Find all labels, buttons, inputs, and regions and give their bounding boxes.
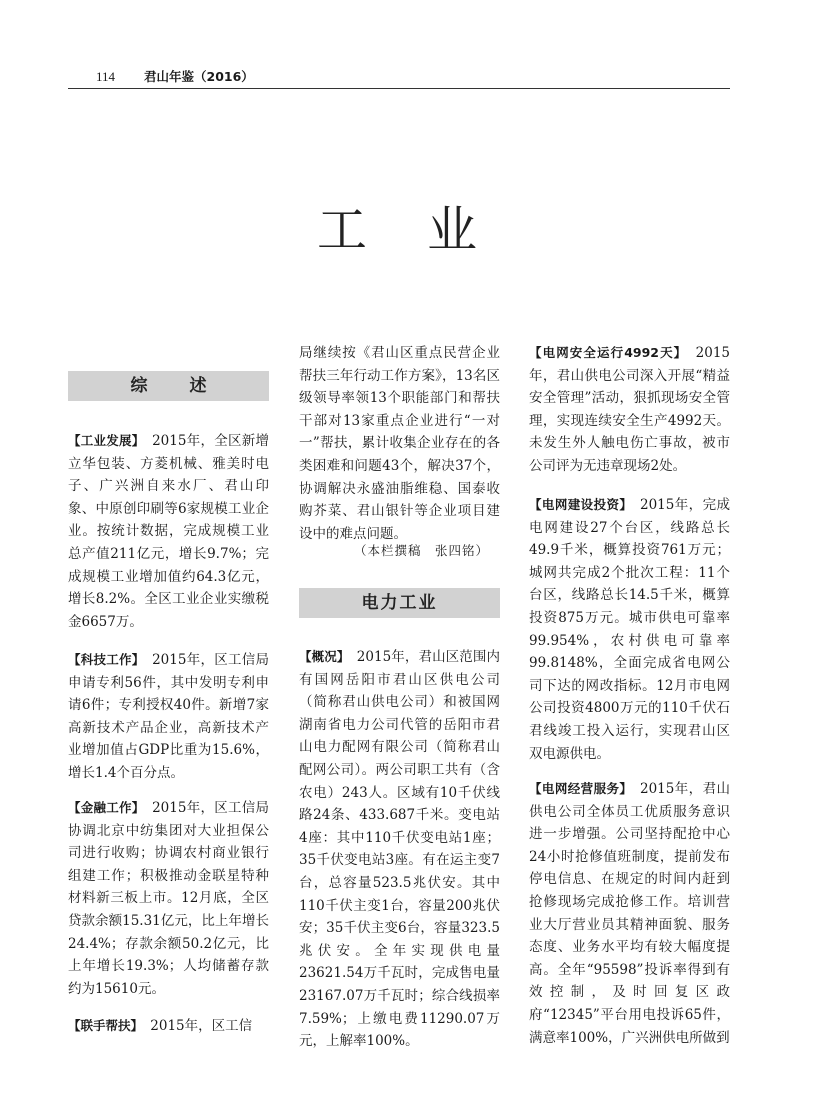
paragraph-industry-development bbox=[68, 430, 269, 633]
paragraph-tag: 【电网安全运行4992天】 bbox=[529, 345, 682, 360]
paragraph-body: 2015年，区工信局协调北京中纺集团对大业担保公司进行收购；协调农村商业银行组建工作；积极推动金联星特种材料新三板上市。12月底，全区贷款余额15.31亿元，比上年增长24.4%；存款余额50.2亿元，比上年增长19.3%；人均储蓄存款约为15610元。 bbox=[68, 800, 269, 997]
paragraph-grid-investment bbox=[529, 494, 730, 765]
paragraph-body: 2015年，区工信局申请专利56件，其中发明专利申请6件；专利授权40件。新增7家高新技术产品企业，高新技术产业增加值占GDP比重为15.6%，增长1.4个百分点。 bbox=[68, 652, 269, 781]
chapter-title: 工 业 bbox=[317, 201, 499, 259]
paragraph-finance-work bbox=[68, 797, 269, 1000]
paragraph-tag: 【电网建设投资】 bbox=[529, 497, 627, 512]
paragraph-body: 2015年，完成电网建设27个台区，线路总长49.9千米，概算投资761万元；城网共完成2个批次工程：11个台区，线路总长14.5千米，概算投资875万元。城市供电可靠率99.954%，农村供电可靠率99.8148%，全面完成省电网公司下达的网改指标。12月市电网公司投资4800万元的110千伏石君线竣工投入运行，实现君山区双电源供电。 bbox=[529, 497, 730, 762]
paragraph-body: 2015年，君山区范围内有国网岳阳市君山区供电公司（简称君山供电公司）和被国网湖南省电力公司代管的岳阳市君山电力配网有限公司（简称君山配网公司）。两公司职工共有（含农电）243人。区域有10千伏线路24条、433.687千米。变电站4座：其中110千伏变电站1座；35千伏变电站3座。有在运主变7台，总容量523.5兆伏安。其中110千伏主变1台，容量200兆伏安；35千伏主变6台，容量323.5兆伏安。全年实现供电量23621.54万千瓦时，完成售电量23167.07万千瓦时；综合线损率7.59%；上缴电费11290.07万元，上解率100%。 bbox=[299, 649, 500, 1050]
paragraph-tag: 【工业发展】 bbox=[68, 433, 139, 448]
paragraph-body: 2015年，君山供电公司深入开展“精益安全管理”活动，狠抓现场安全管理，实现连续安全生产4992天。未发生外人触电伤亡事故，被市公司评为无违章现场2处。 bbox=[529, 345, 731, 474]
paragraph-grid-safety bbox=[529, 342, 730, 478]
paragraph-tag: 【联手帮扶】 bbox=[68, 1018, 137, 1033]
page-number: 114 bbox=[96, 69, 116, 84]
paragraph-tech-work bbox=[68, 649, 269, 785]
book-title: 君山年鉴（2016） bbox=[144, 69, 254, 84]
paragraph-joint-help bbox=[68, 1015, 269, 1038]
paragraph-tag: 【科技工作】 bbox=[68, 652, 139, 667]
section-heading-power-industry: 电力工业 bbox=[299, 588, 500, 618]
paragraph-overview bbox=[299, 646, 500, 1053]
paragraph-joint-help-continued: 局继续按《君山区重点民营企业帮扶三年行动工作方案》，13名区级领导率领13个职能部门和帮扶干部对13家重点企业进行“一对一”帮扶，累计收集企业存在的各类困难和问题43个，解决37个，协调解决永盛油脂维稳、国泰收购芥菜、君山银针等企业项目建设中的难点问题。 bbox=[299, 345, 500, 542]
paragraph-tag: 【概况】 bbox=[299, 649, 344, 664]
running-header bbox=[68, 66, 730, 89]
section-heading-overview: 综 述 bbox=[68, 371, 269, 401]
author-signature: （本栏撰稿 张四铭） bbox=[353, 543, 489, 558]
paragraph-body: 2015年，区工信 bbox=[150, 1018, 253, 1034]
paragraph-tag: 【电网经营服务】 bbox=[529, 781, 627, 796]
paragraph-body: 2015年，君山供电公司全体员工优质服务意识进一步增强。公司坚持配抢中心24小时抢修值班制度，提前发布停电信息、在规定的时间内赶到抢修现场完成抢修工作。培训营业大厅营业员其精神面貌、服务态度、业务水平均有较大幅度提高。全年“95598”投诉率得到有效控制，及时回复区政府“12345”平台用电投诉65件，满意率100%，广兴洲供电所做到 bbox=[529, 781, 730, 1046]
paragraph-tag: 【金融工作】 bbox=[68, 800, 139, 815]
paragraph-body: 2015年，全区新增立华包装、方菱机械、雅美时电子、广兴洲自来水厂、君山印象、中原创印刷等6家规模工业企业。按统计数据，完成规模工业总产值211亿元，增长9.7%；完成规模工业增加值约64.3亿元，增长8.2%。全区工业企业实缴税金6657万。 bbox=[68, 433, 269, 630]
paragraph-grid-service bbox=[529, 778, 730, 1049]
